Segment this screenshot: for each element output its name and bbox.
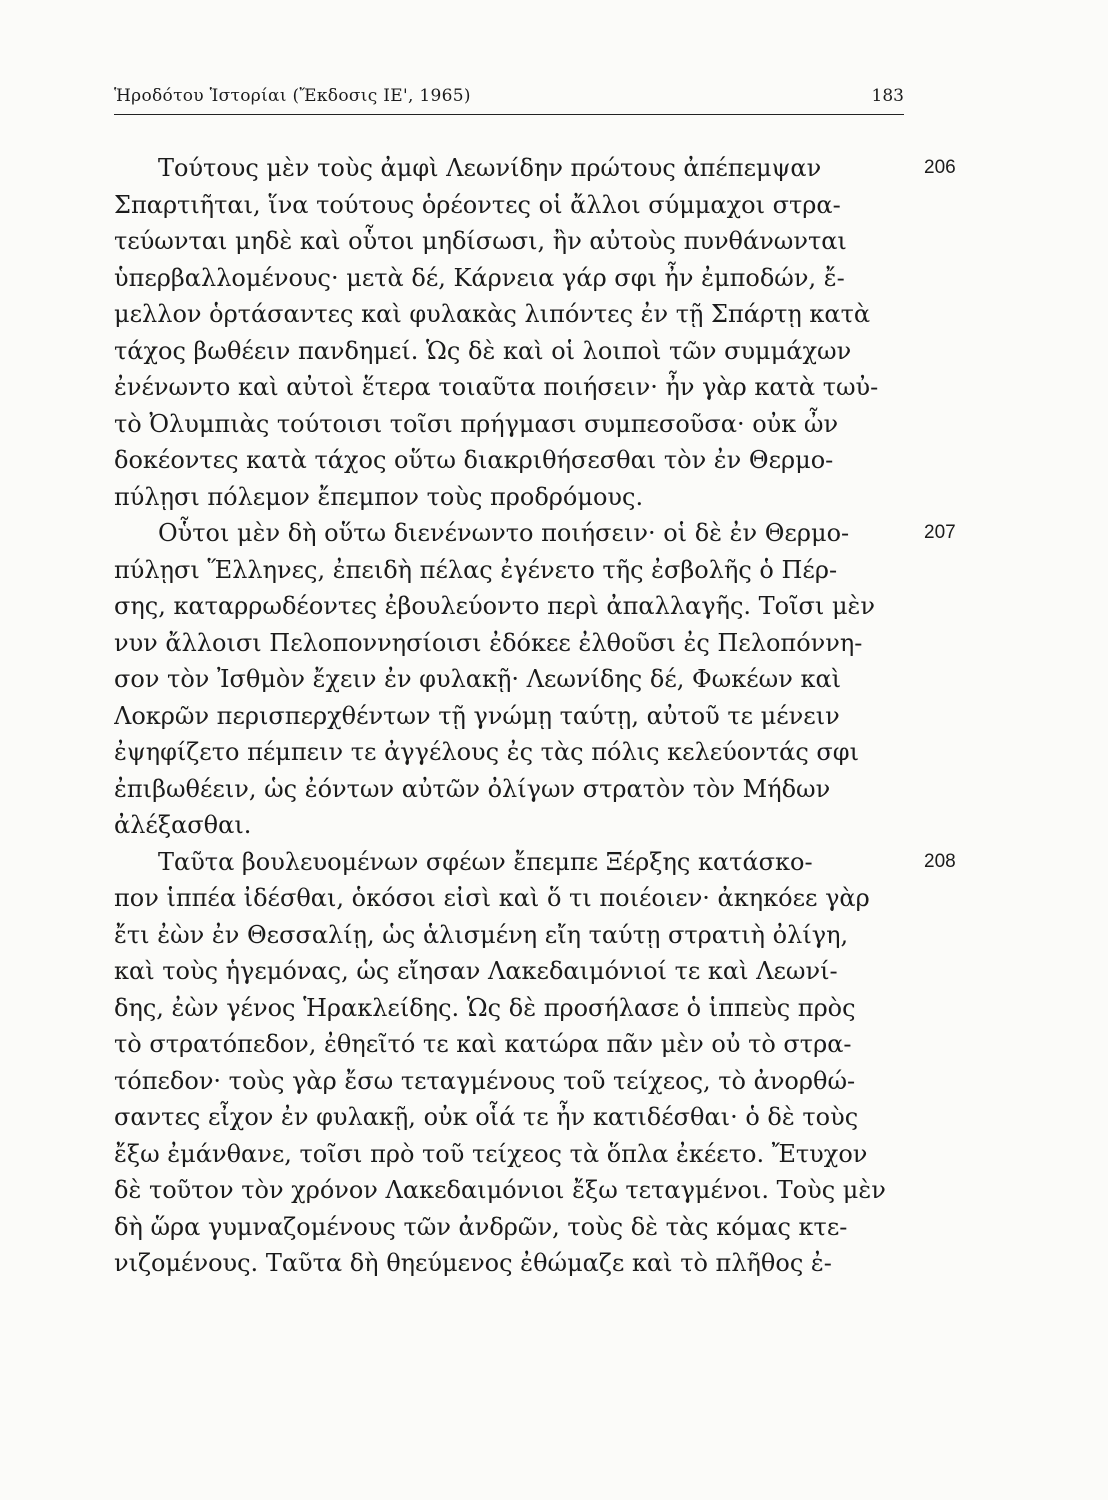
text-line xyxy=(114,1172,934,1209)
text-line xyxy=(114,698,934,735)
text-line xyxy=(114,1245,934,1282)
line-text: ἔξω ἐμάνθανε, τοῖσι πρὸ τοῦ τείχεος τὰ ὅπλα ἐκέετο. Ἔτυχον xyxy=(114,1139,868,1168)
page-number: 183 xyxy=(871,86,904,106)
line-text: πον ἱππέα ἰδέσθαι, ὁκόσοι εἰσὶ καὶ ὅ τι ποιέοιεν· ἀκηκόεε γὰρ xyxy=(114,884,870,912)
text-line xyxy=(114,552,934,589)
text-line xyxy=(114,187,934,224)
line-text: ὑπερβαλλομένους· μετὰ δέ, Κάρνεια γάρ σφι ἦν ἐμποδών, ἔ- xyxy=(114,263,845,292)
text-line xyxy=(114,588,934,625)
text-line xyxy=(114,223,934,260)
text-line xyxy=(114,734,934,771)
line-text: πύλῃσι Ἕλληνες, ἐπειδὴ πέλας ἐγένετο τῆς ἐσβολῆς ὁ Πέρ- xyxy=(114,555,838,584)
line-text: μελλον ὁρτάσαντες καὶ φυλακὰς λιπόντες ἐν τῇ Σπάρτῃ κατὰ xyxy=(114,300,871,328)
text-line xyxy=(114,1136,934,1173)
text-line xyxy=(114,661,934,698)
line-text: ἐψηφίζετο πέμπειν τε ἀγγέλους ἐς τὰς πόλις κελεύοντάς σφι xyxy=(114,738,859,766)
text-line xyxy=(114,333,934,370)
paragraph-first-line xyxy=(114,150,956,187)
paragraph-first-line xyxy=(114,844,956,881)
section-number: 206 xyxy=(924,157,956,178)
line-text: τάχος βωθέειν πανδημεί. Ὡς δὲ καὶ οἱ λοιποὶ τῶν συμμάχων xyxy=(114,336,852,365)
line-text: δὲ τοῦτον τὸν χρόνον Λακεδαιμόνιοι ἔξω τεταγμένοι. Τοὺς μὲν xyxy=(114,1176,886,1204)
text-line xyxy=(114,1026,934,1063)
text-line xyxy=(114,807,934,844)
line-text: σαντες εἶχον ἐν φυλακῇ, οὐκ οἷά τε ἦν κατιδέσθαι· ὁ δὲ τοὺς xyxy=(114,1103,859,1131)
text-line xyxy=(114,406,934,443)
line-text: Οὗτοι μὲν δὴ οὕτω διενένωντο ποιήσειν· οἱ δὲ ἐν Θερμο- xyxy=(158,519,850,547)
line-text: Λοκρῶν περισπερχθέντων τῇ γνώμῃ ταύτῃ, αὐτοῦ τε μένειν xyxy=(114,701,840,730)
text-line xyxy=(114,260,934,297)
text-line xyxy=(114,953,934,990)
line-text: δοκέοντες κατὰ τάχος οὕτω διακριθήσεσθαι τὸν ἐν Θερμο- xyxy=(114,446,834,474)
text-line xyxy=(114,1063,934,1100)
text-line xyxy=(114,479,934,516)
line-text: ἀλέξασθαι. xyxy=(114,811,252,839)
line-text: νιζομένους. Ταῦτα δὴ θηεύμενος ἐθώμαζε καὶ τὸ πλῆθος ἐ- xyxy=(114,1249,832,1277)
running-header xyxy=(114,82,904,115)
line-text: σης, καταρρωδέοντες ἐβουλεύοντο περὶ ἀπαλλαγῆς. Τοῖσι μὲν xyxy=(114,592,876,620)
line-text: σον τὸν Ἰσθμὸν ἔχειν ἐν φυλακῇ· Λεωνίδης δέ, Φωκέων καὶ xyxy=(114,665,842,693)
body-text xyxy=(114,150,956,1282)
section-number: 207 xyxy=(924,522,956,543)
line-text: δης, ἐὼν γένος Ἡρακλείδης. Ὡς δὲ προσήλασε ὁ ἱππεὺς πρὸς xyxy=(114,993,856,1022)
text-line xyxy=(114,880,934,917)
line-text: δὴ ὥρα γυμναζομένους τῶν ἀνδρῶν, τοὺς δὲ τὰς κόμας κτε- xyxy=(114,1212,848,1241)
text-line xyxy=(114,369,934,406)
line-text: Σπαρτιῆται, ἵνα τούτους ὁρέοντες οἱ ἄλλοι σύμμαχοι στρα- xyxy=(114,190,841,219)
paragraph-first-line xyxy=(114,515,956,552)
text-line xyxy=(114,917,934,954)
text-line xyxy=(114,990,934,1027)
text-line xyxy=(114,625,934,662)
line-text: ἐπιβωθέειν, ὡς ἐόντων αὐτῶν ὀλίγων στρατὸν τὸν Μήδων xyxy=(114,774,831,803)
section-number: 208 xyxy=(924,850,956,872)
text-line xyxy=(114,771,934,808)
line-text: Τούτους μὲν τοὺς ἀμφὶ Λεωνίδην πρώτους ἀπέπεμψαν xyxy=(158,154,822,182)
line-text: ἐνένωντο καὶ αὐτοὶ ἕτερα τοιαῦτα ποιήσειν· ἦν γὰρ κατὰ τωὐ- xyxy=(114,373,879,401)
line-text: πύλῃσι πόλεμον ἔπεμπον τοὺς προδρόμους. xyxy=(114,482,644,511)
header-title: Ἡροδότου Ἱστορίαι (Ἔκδοσις ΙΕ', 1965) xyxy=(114,86,471,106)
line-text: τεύωνται μηδὲ καὶ οὗτοι μηδίσωσι, ἢν αὐτοὺς πυνθάνωνται xyxy=(114,227,847,255)
line-text: Ταῦτα βουλευομένων σφέων ἔπεμπε Ξέρξης κατάσκο- xyxy=(158,847,813,876)
line-text: τὸ στρατόπεδον, ἐθηεῖτό τε καὶ κατώρα πᾶν μὲν οὐ τὸ στρα- xyxy=(114,1030,852,1058)
line-text: νυν ἄλλοισι Πελοποννησίοισι ἐδόκεε ἐλθοῦσι ἐς Πελοπόννη- xyxy=(114,628,863,657)
text-line xyxy=(114,1099,934,1136)
text-line xyxy=(114,296,934,333)
text-line xyxy=(114,442,934,479)
line-text: τόπεδον· τοὺς γὰρ ἔσω τεταγμένους τοῦ τείχεος, τὸ ἀνορθώ- xyxy=(114,1066,856,1095)
line-text: ἔτι ἐὼν ἐν Θεσσαλίῃ, ὡς ἁλισμένη εἴη ταύτῃ στρατιὴ ὀλίγη, xyxy=(114,920,849,949)
text-line xyxy=(114,1209,934,1246)
line-text: καὶ τοὺς ἡγεμόνας, ὡς εἴησαν Λακεδαιμόνιοί τε καὶ Λεωνί- xyxy=(114,957,838,985)
line-text: τὸ Ὀλυμπιὰς τούτοισι τοῖσι πρήγμασι συμπεσοῦσα· οὐκ ὦν xyxy=(114,409,839,438)
